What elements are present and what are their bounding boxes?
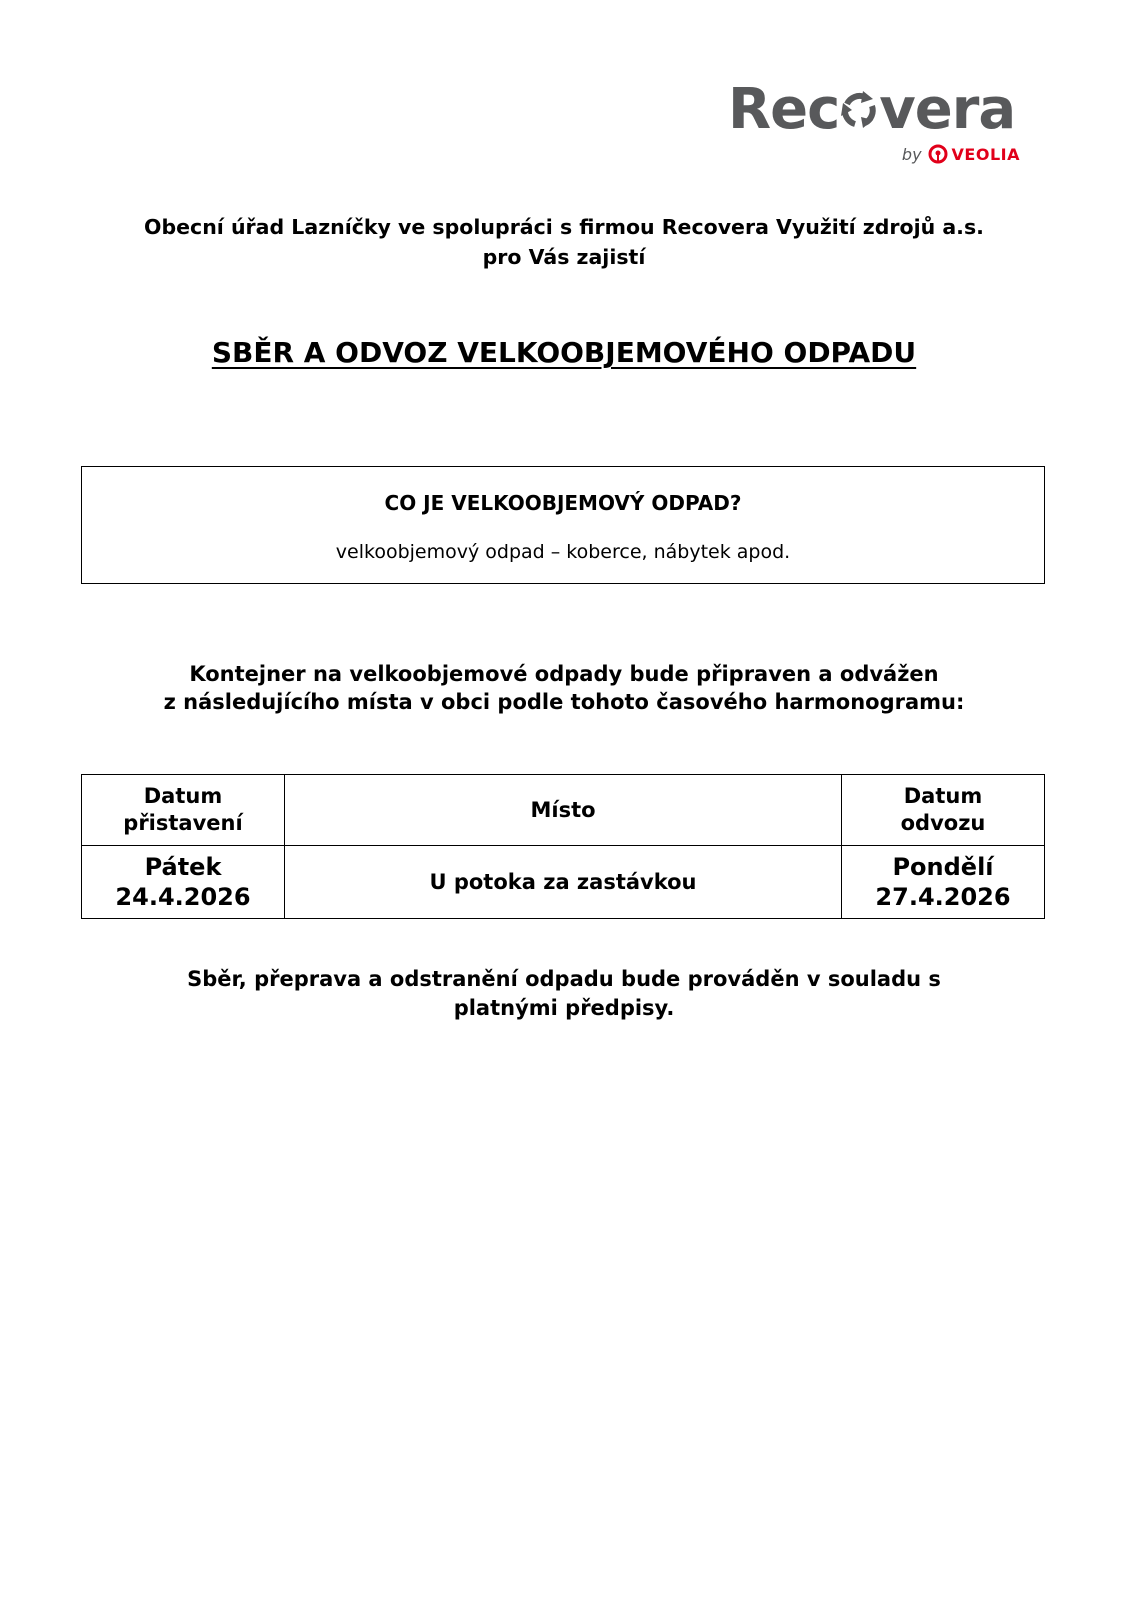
by-label: by	[901, 144, 922, 164]
footer-line-2: platnými předpisy.	[453, 996, 675, 1020]
logo-wordmark	[728, 78, 1015, 142]
header-delivery-date	[82, 775, 285, 846]
header-text: Datum	[143, 784, 223, 808]
intro-text	[60, 212, 1068, 272]
cell-pickup-date	[842, 846, 1045, 919]
info-question: CO JE VELKOOBJEMOVÝ ODPAD?	[384, 491, 742, 515]
delivery-day: Pátek	[144, 853, 222, 881]
cell-place	[285, 846, 842, 919]
table-header-row	[82, 775, 1045, 846]
footer-line-1: Sběr, přeprava a odstranění odpadu bude prováděn v souladu s	[187, 967, 941, 991]
page-title: SBĚR A ODVOZ VELKOOBJEMOVÉHO ODPADU	[211, 336, 917, 369]
intro-line-2: pro Vás zajistí	[482, 245, 646, 269]
intro-line-1: Obecní úřad Lazníčky ve spolupráci s firmou Recovera Využití zdrojů a.s.	[144, 215, 984, 239]
veolia-label: VEOLIA	[951, 144, 1020, 164]
cell-delivery-date	[82, 846, 285, 919]
header-place	[285, 775, 842, 846]
header-text: Datum	[903, 784, 983, 808]
by-veolia	[902, 144, 1020, 164]
table-row	[82, 846, 1045, 919]
veolia-icon	[928, 144, 948, 164]
pickup-date: 27.4.2026	[875, 883, 1011, 911]
place: U potoka za zastávkou	[429, 870, 697, 894]
recovera-logo	[728, 78, 1038, 168]
footer-note	[60, 965, 1068, 1023]
header-pickup-date	[842, 775, 1045, 846]
schedule-lead	[60, 660, 1068, 716]
lead-line-1: Kontejner na velkoobjemové odpady bude připraven a odvážen	[189, 662, 939, 686]
recycle-icon	[839, 90, 879, 130]
header-text: Místo	[530, 797, 596, 822]
delivery-date: 24.4.2026	[115, 883, 251, 911]
lead-line-2: z následujícího místa v obci podle tohoto časového harmonogramu:	[163, 690, 965, 714]
pickup-day: Pondělí	[892, 853, 994, 881]
header-text: přistavení	[123, 811, 243, 835]
schedule-table	[81, 774, 1045, 919]
logo-suffix: vera	[879, 77, 1016, 142]
info-answer: velkoobjemový odpad – koberce, nábytek apod.	[335, 541, 791, 563]
logo-prefix: Rec	[728, 77, 840, 142]
info-box	[81, 466, 1045, 584]
header-text: odvozu	[900, 811, 986, 835]
